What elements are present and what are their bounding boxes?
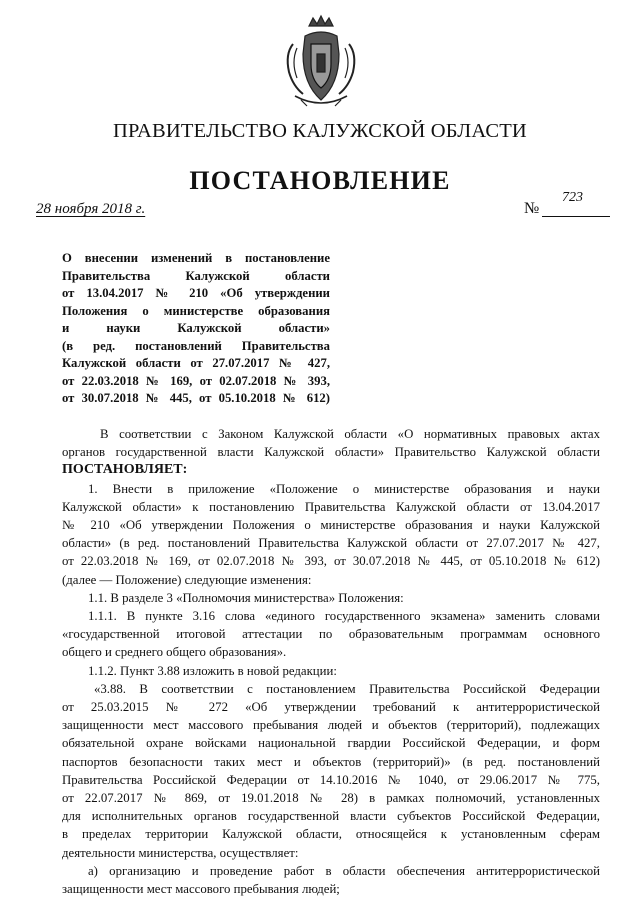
subject-line: О внесении изменений в постановление <box>62 251 330 265</box>
document-body <box>62 425 600 898</box>
body-line: защищенности мест массового пребывания людей; <box>62 882 340 897</box>
body-line: от 22.07.2017 № 869, от 19.01.2018 № 28) в рамках полномочий, установленных <box>62 791 600 806</box>
body-line: В соответствии с Законом Калужской области «О нормативных правовых актах <box>100 427 600 441</box>
body-line: органов государственной власти Калужской области» Правительство Калужской области <box>62 445 600 460</box>
body-line: общего и среднего общего образования». <box>62 645 287 660</box>
body-line: от 25.03.2015 № 272 «Об утверждении требований к антитеррористической <box>62 700 600 715</box>
body-line: от 22.03.2018 № 169, от 02.07.2018 № 393, от 30.07.2018 № 445, от 05.10.2018 № 612) <box>62 554 600 569</box>
body-line: защищенности мест массового пребывания людей и объектов (территорий), подлежащих <box>62 718 600 733</box>
subject-line: от 22.03.2018 № 169, от 02.07.2018 № 393, <box>62 373 330 388</box>
date-text: 28 ноября 2018 г. <box>36 201 146 217</box>
body-line: для исполнительных органов государственной власти субъектов Российской Федерации, <box>62 809 600 824</box>
number-sign: № <box>524 200 540 217</box>
body-line: в пределах территории Калужской области, относящейся к установленным сферам <box>62 827 600 842</box>
body-line: паспортов безопасности таких мест и объектов (территорий)» (в ред. постановлений <box>62 754 600 769</box>
body-line: 1.1. В разделе 3 «Полномочия министерства» Положения: <box>88 590 404 605</box>
body-line: № 210 «Об утверждении Положения о министерстве образования и науки Калужской <box>62 518 600 533</box>
body-line: «государственной итоговой аттестации по образовательным программам основного <box>62 627 600 642</box>
document-number: 723 <box>562 190 583 205</box>
subject-line: Правительства Калужской области <box>62 268 330 283</box>
organization-title: ПРАВИТЕЛЬСТВО КАЛУЖСКОЙ ОБЛАСТИ <box>113 120 527 142</box>
number-underline <box>542 216 610 217</box>
document-type-heading: ПОСТАНОВЛЕНИЕ <box>189 166 451 195</box>
coat-of-arms-emblem <box>283 14 359 110</box>
body-line: обязательной охране войсками национальной гвардии Российской Федерации, и форм <box>62 736 600 751</box>
body-line: 1.1.2. Пункт 3.88 изложить в новой редакции: <box>88 663 337 678</box>
subject-line: от 13.04.2017 № 210 «Об утверждении <box>62 286 330 300</box>
body-line: деятельности министерства, осуществляет: <box>62 845 299 860</box>
body-line: Правительства Российской Федерации от 14.10.2016 № 1040, от 29.06.2017 № 775, <box>62 772 600 787</box>
body-line: 1. Внести в приложение «Положение о министерстве образования и науки <box>88 481 600 496</box>
body-line: «3.88. В соответствии с постановлением Правительства Российской Федерации <box>94 681 600 696</box>
body-line: (далее — Положение) следующие изменения: <box>62 572 312 587</box>
subject-line: Калужской области от 27.07.2017 № 427, <box>62 356 330 370</box>
body-line: области» (в ред. постановлений Правительства Калужской области от 27.07.2017 № 427, <box>62 536 600 551</box>
subject-line: и науки Калужской области» <box>62 321 330 335</box>
document-subject <box>62 250 330 408</box>
subject-line: Положения о министерстве образования <box>62 303 330 318</box>
body-line-resolves: ПОСТАНОВЛЯЕТ: <box>62 462 188 478</box>
document-number-block <box>524 190 610 217</box>
subject-line: (в ред. постановлений Правительства <box>62 338 330 353</box>
body-line: Калужской области» к постановлению Правительства Калужской области от 13.04.2017 <box>62 499 600 514</box>
body-line: а) организацию и проведение работ в области обеспечения антитеррористической <box>88 863 600 878</box>
body-line: 1.1.1. В пункте 3.16 слова «единого государственного экзамена» заменить словами <box>88 609 600 624</box>
subject-line: от 30.07.2018 № 445, от 05.10.2018 № 612) <box>62 391 330 405</box>
document-date <box>36 201 145 218</box>
